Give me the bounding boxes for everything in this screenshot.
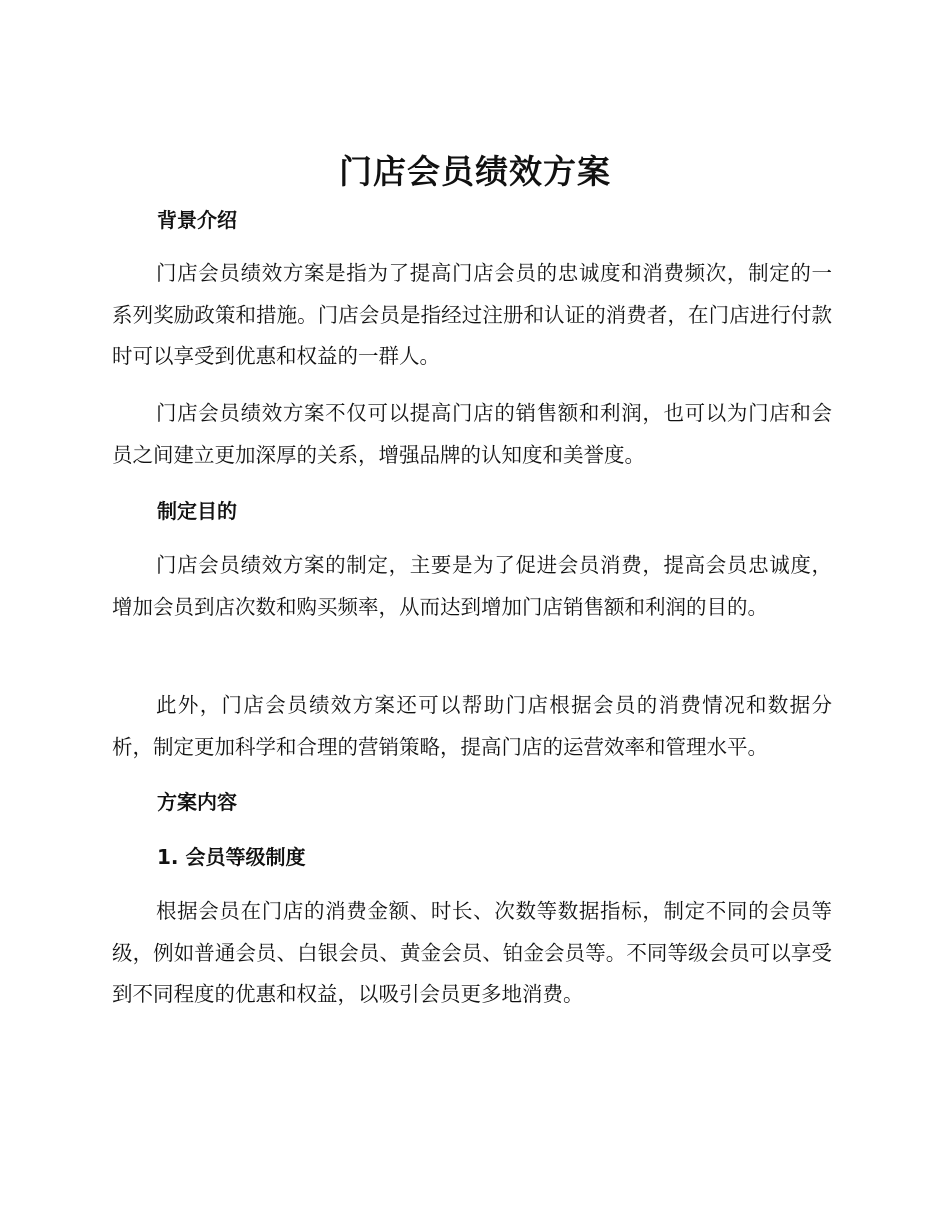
subsection-heading-member-levels: 1. 会员等级制度 [157, 845, 306, 869]
paragraph-purpose-1: 门店会员绩效方案的制定，主要是为了促进会员消费，提高会员忠诚度，增加会员到店次数和购买频率，从而达到增加门店销售额和利润的目的。 [112, 553, 832, 619]
paragraph-background-2: 门店会员绩效方案不仅可以提高门店的销售额和利润，也可以为门店和会员之间建立更加深厚的关系，增强品牌的认知度和美誉度。 [112, 401, 832, 467]
section-heading-purpose: 制定目的 [157, 499, 237, 523]
paragraph-member-levels: 根据会员在门店的消费金额、时长、次数等数据指标，制定不同的会员等级，例如普通会员、白银会员、黄金会员、铂金会员等。不同等级会员可以享受到不同程度的优惠和权益，以吸引会员更多地消费。 [112, 899, 832, 1006]
paragraph-purpose-2: 此外，门店会员绩效方案还可以帮助门店根据会员的消费情况和数据分析，制定更加科学和合理的营销策略，提高门店的运营效率和管理水平。 [112, 693, 832, 759]
section-heading-background: 背景介绍 [157, 208, 237, 232]
section-heading-content: 方案内容 [157, 790, 237, 814]
paragraph-background-1: 门店会员绩效方案是指为了提高门店会员的忠诚度和消费频次，制定的一系列奖励政策和措施。门店会员是指经过注册和认证的消费者，在门店进行付款时可以享受到优惠和权益的一群人。 [112, 261, 832, 368]
document-title: 门店会员绩效方案 [339, 152, 611, 191]
